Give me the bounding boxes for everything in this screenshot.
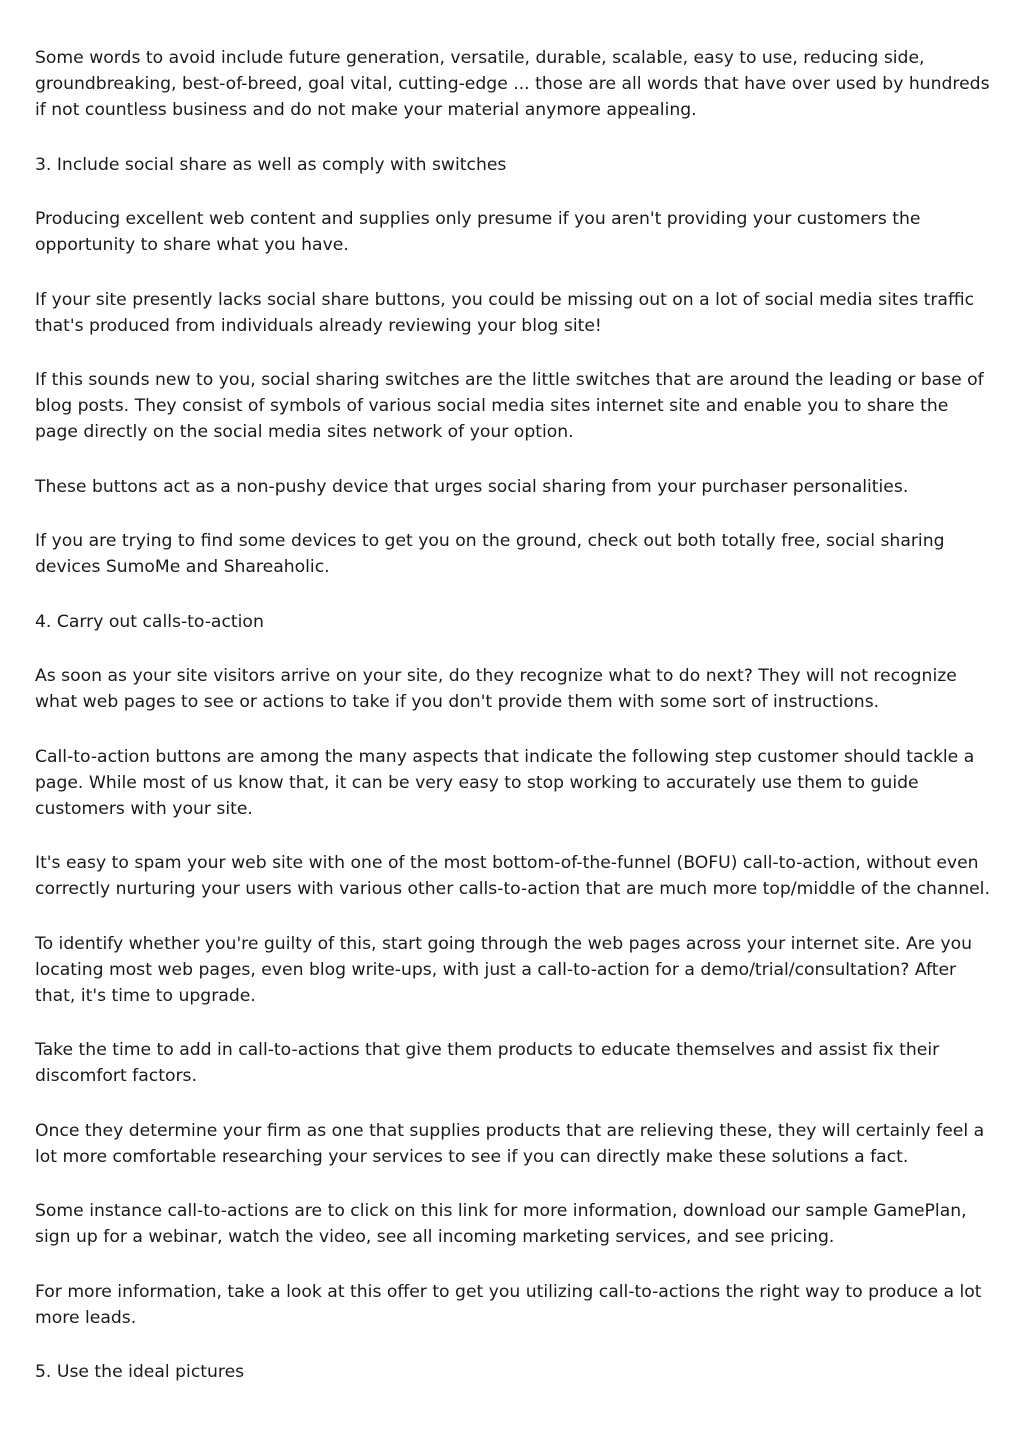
document-body xyxy=(35,45,995,1385)
paragraph-take-the-time: Take the time to add in call-to-actions that give them products to educate themselves and assist fix their discomfort factors. xyxy=(35,1040,940,1086)
paragraph-determine-firm: Once they determine your firm as one that supplies products that are relieving these, they will certainly feel a lot more comfortable researching your services to see if you can directly make these solutions a fact. xyxy=(35,1120,985,1167)
heading-calls-to-action: 4. Carry out calls-to-action xyxy=(35,611,264,632)
paragraph-more-information: For more information, take a look at this offer to get you utilizing call-to-actions the right way to produce a lot more leads. xyxy=(35,1281,982,1328)
heading-ideal-pictures: 5. Use the ideal pictures xyxy=(35,1362,245,1382)
paragraph-cta-buttons: Call-to-action buttons are among the many aspects that indicate the following step customer should tackle a page. While most of us know that, it can be very easy to stop working to accurately use them to guide customers with your site. xyxy=(35,746,975,819)
paragraph-cta-examples: Some instance call-to-actions are to click on this link for more information, download our sample GamePlan, sign up for a webinar, watch the video, see all incoming marketing services, and see pricing. xyxy=(35,1201,967,1247)
paragraph-site-visitors: As soon as your site visitors arrive on your site, do they recognize what to do next? They will not recognize what web pages to see or actions to take if you don't provide them with some sort of instructions. xyxy=(35,666,957,712)
paragraph-sharing-switches: If this sounds new to you, social sharing switches are the little switches that are around the leading or base of blog posts. They consist of symbols of various social media sites internet site and enable you to share the page directly on the social media sites network of your option. xyxy=(35,370,984,442)
paragraph-bofu-spam: It's easy to spam your web site with one of the most bottom-of-the-funnel (BOFU) call-to-action, without even correctly nurturing your users with various other calls-to-action that are much more top/middle of the channel. xyxy=(35,853,990,899)
paragraph-words-to-avoid: Some words to avoid include future generation, versatile, durable, scalable, easy to use, reducing side, groundbreaking, best-of-breed, goal vital, cutting-edge ... those are all words that have over used by hundreds if not countless business and do not make your material anymore appealing. xyxy=(35,48,990,120)
paragraph-producing-content: Producing excellent web content and supplies only presume if you aren't providing your customers the opportunity to share what you have. xyxy=(35,209,921,255)
paragraph-non-pushy-device: These buttons act as a non-pushy device that urges social sharing from your purchaser personalities. xyxy=(35,476,909,497)
paragraph-identify-guilty: To identify whether you're guilty of this, start going through the web pages across your internet site. Are you locating most web pages, even blog write-ups, with just a call-to-action for a demo/trial/consultation? After that, it's time to upgrade. xyxy=(35,933,973,1006)
paragraph-lacks-share-buttons: If your site presently lacks social share buttons, you could be missing out on a lot of social media sites traffic that's produced from individuals already reviewing your blog site! xyxy=(35,289,975,336)
heading-social-share: 3. Include social share as well as comply with switches xyxy=(35,154,507,175)
paragraph-sharing-devices: If you are trying to find some devices to get you on the ground, check out both totally free, social sharing devices SumoMe and Shareaholic. xyxy=(35,531,945,577)
